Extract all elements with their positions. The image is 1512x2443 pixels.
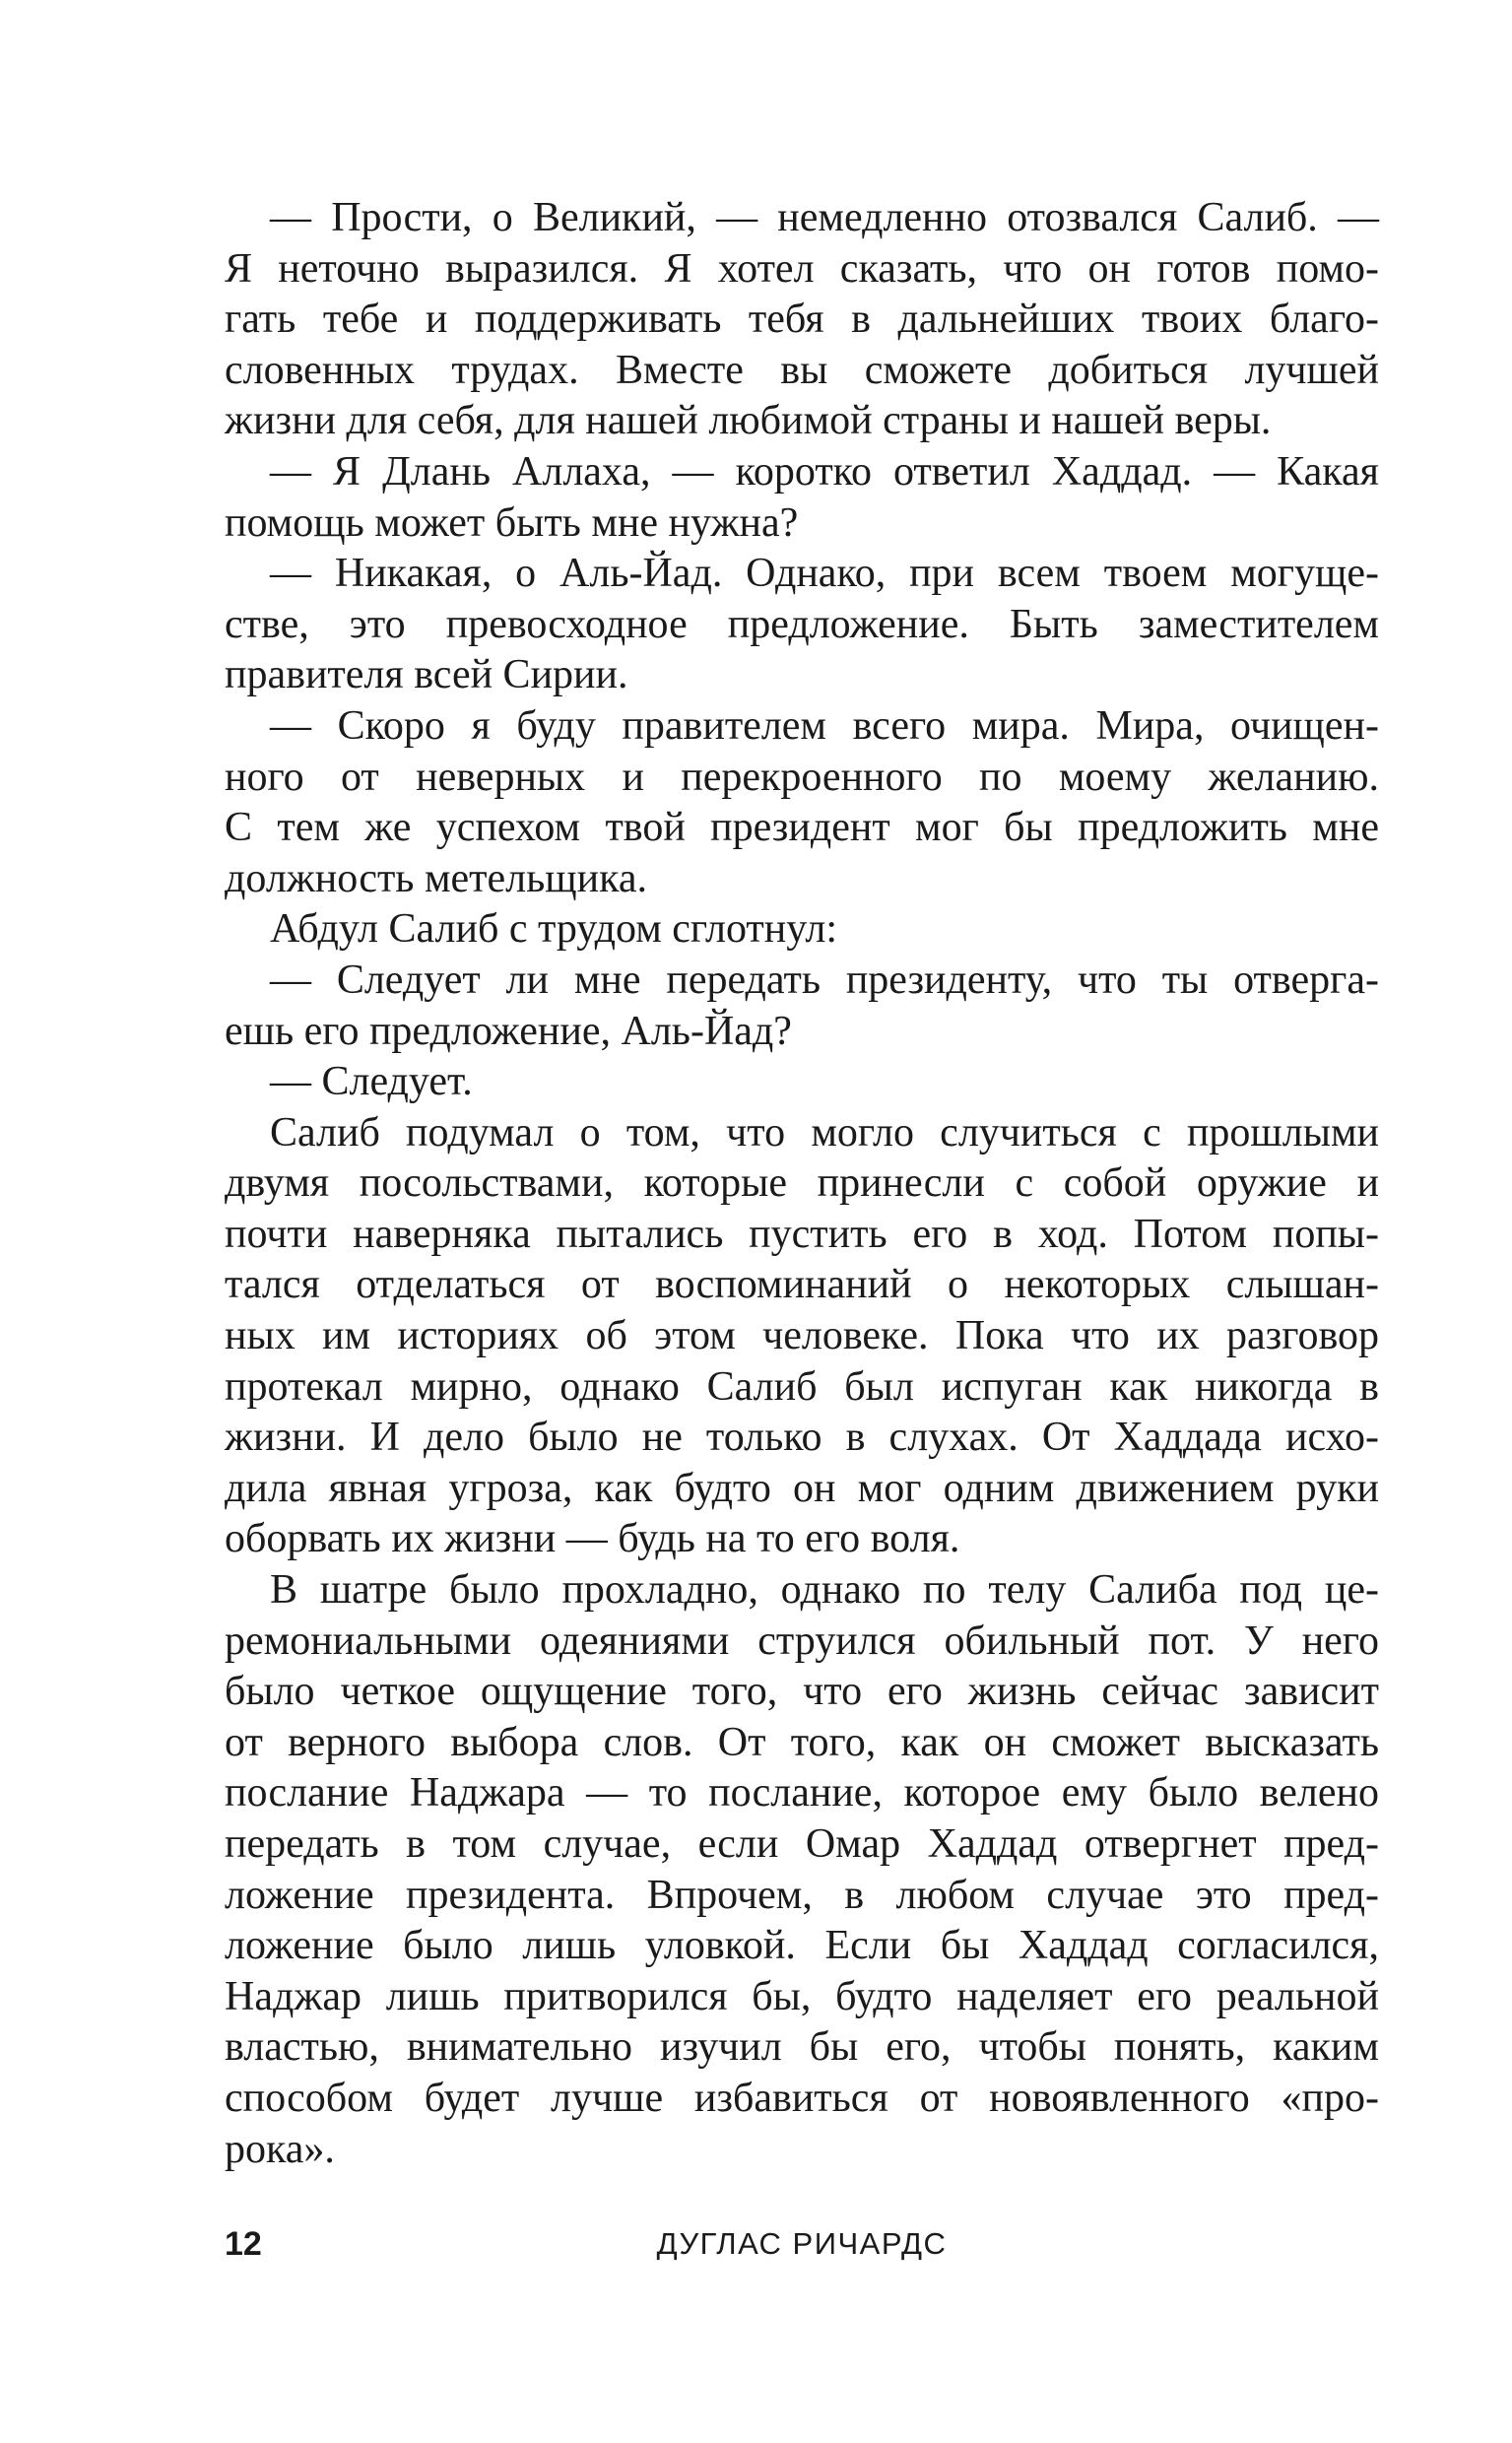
text-line: ных им историях об этом человеке. Пока что их разговор	[225, 1313, 1379, 1359]
text-line: двумя посольствами, которые принесли с собой оружие и	[225, 1160, 1379, 1207]
text-line: оборвать их жизни — будь на то его воля.	[225, 1516, 960, 1562]
running-head-author: ДУГЛАС РИЧАРДС	[656, 2226, 948, 2261]
text-line: гать тебе и поддерживать тебя в дальнейших твоих благо-	[225, 297, 1379, 343]
text-line: ложение было лишь уловкой. Если бы Хаддад согласился,	[225, 1923, 1379, 1969]
text-line: ешь его предложение, Аль-Йад?	[225, 1008, 792, 1054]
text-line: почти наверняка пытались пустить его в ход. Потом попы-	[225, 1211, 1379, 1257]
text-line: рока».	[225, 2126, 335, 2172]
body-text	[225, 193, 1379, 2175]
text-line: правителя всей Сирии.	[225, 652, 628, 698]
text-line: — Никакая, о Аль-Йад. Однако, при всем твоем могуще-	[270, 551, 1379, 597]
text-line: ложение президента. Впрочем, в любом случае это пред-	[225, 1872, 1379, 1918]
text-line: — Следует.	[270, 1059, 473, 1105]
text-line: словенных трудах. Вместе вы сможете добиться лучшей	[225, 347, 1379, 393]
page-footer	[225, 2214, 1379, 2274]
text-line: властью, внимательно изучил бы его, чтобы понять, каким	[225, 2024, 1379, 2071]
text-line: от верного выбора слов. От того, как он сможет высказать	[225, 1719, 1379, 1765]
text-line: передать в том случае, если Омар Хаддад отвергнет пред-	[225, 1821, 1379, 1867]
text-line: С тем же успехом твой президент мог бы предложить мне	[225, 805, 1379, 851]
text-line: тался отделаться от воспоминаний о некоторых слышан-	[225, 1262, 1379, 1308]
text-line: послание Наджара — то послание, которое ему было велено	[225, 1770, 1379, 1816]
text-line: способом будет лучше избавиться от новоявленного «про-	[225, 2075, 1379, 2121]
text-line: было четкое ощущение того, что его жизнь сейчас зависит	[225, 1669, 1379, 1715]
text-line: Салиб подумал о том, что могло случиться с прошлыми	[270, 1109, 1379, 1155]
text-line: ного от неверных и перекроенного по моему желанию.	[225, 754, 1379, 800]
text-line: Наджар лишь притворился бы, будто наделяет его реальной	[225, 1973, 1379, 2019]
text-line: ремониальными одеяниями струился обильный пот. У него	[225, 1618, 1379, 1664]
text-line: Абдул Салиб с трудом сглотнул:	[270, 906, 838, 953]
page-number: 12	[225, 2225, 262, 2263]
text-line: В шатре было прохладно, однако по телу Салиба под це-	[270, 1567, 1379, 1614]
text-line: дила явная угроза, как будто он мог одним движением руки	[225, 1465, 1379, 1511]
text-line: — Скоро я буду правителем всего мира. Мира, очищен-	[270, 702, 1379, 749]
text-line: помощь может быть мне нужна?	[225, 499, 799, 546]
text-line: — Следует ли мне передать президенту, что ты отверга-	[270, 957, 1379, 1003]
text-line: протекал мирно, однако Салиб был испуган как никогда в	[225, 1363, 1379, 1410]
text-line: Я неточно выразился. Я хотел сказать, что он готов помо-	[225, 245, 1379, 292]
text-line: — Прости, о Великий, — немедленно отозвался Салиб. —	[270, 195, 1379, 240]
text-line: жизни. И дело было не только в слухах. От Хаддада исхо-	[225, 1415, 1379, 1461]
text-line: стве, это превосходное предложение. Быть заместителем	[225, 601, 1379, 647]
text-line: — Я Длань Аллаха, — коротко ответил Хаддад. — Какая	[270, 448, 1379, 495]
text-line: должность метельщика.	[225, 855, 648, 901]
text-line: жизни для себя, для нашей любимой страны и нашей веры.	[225, 398, 1272, 444]
